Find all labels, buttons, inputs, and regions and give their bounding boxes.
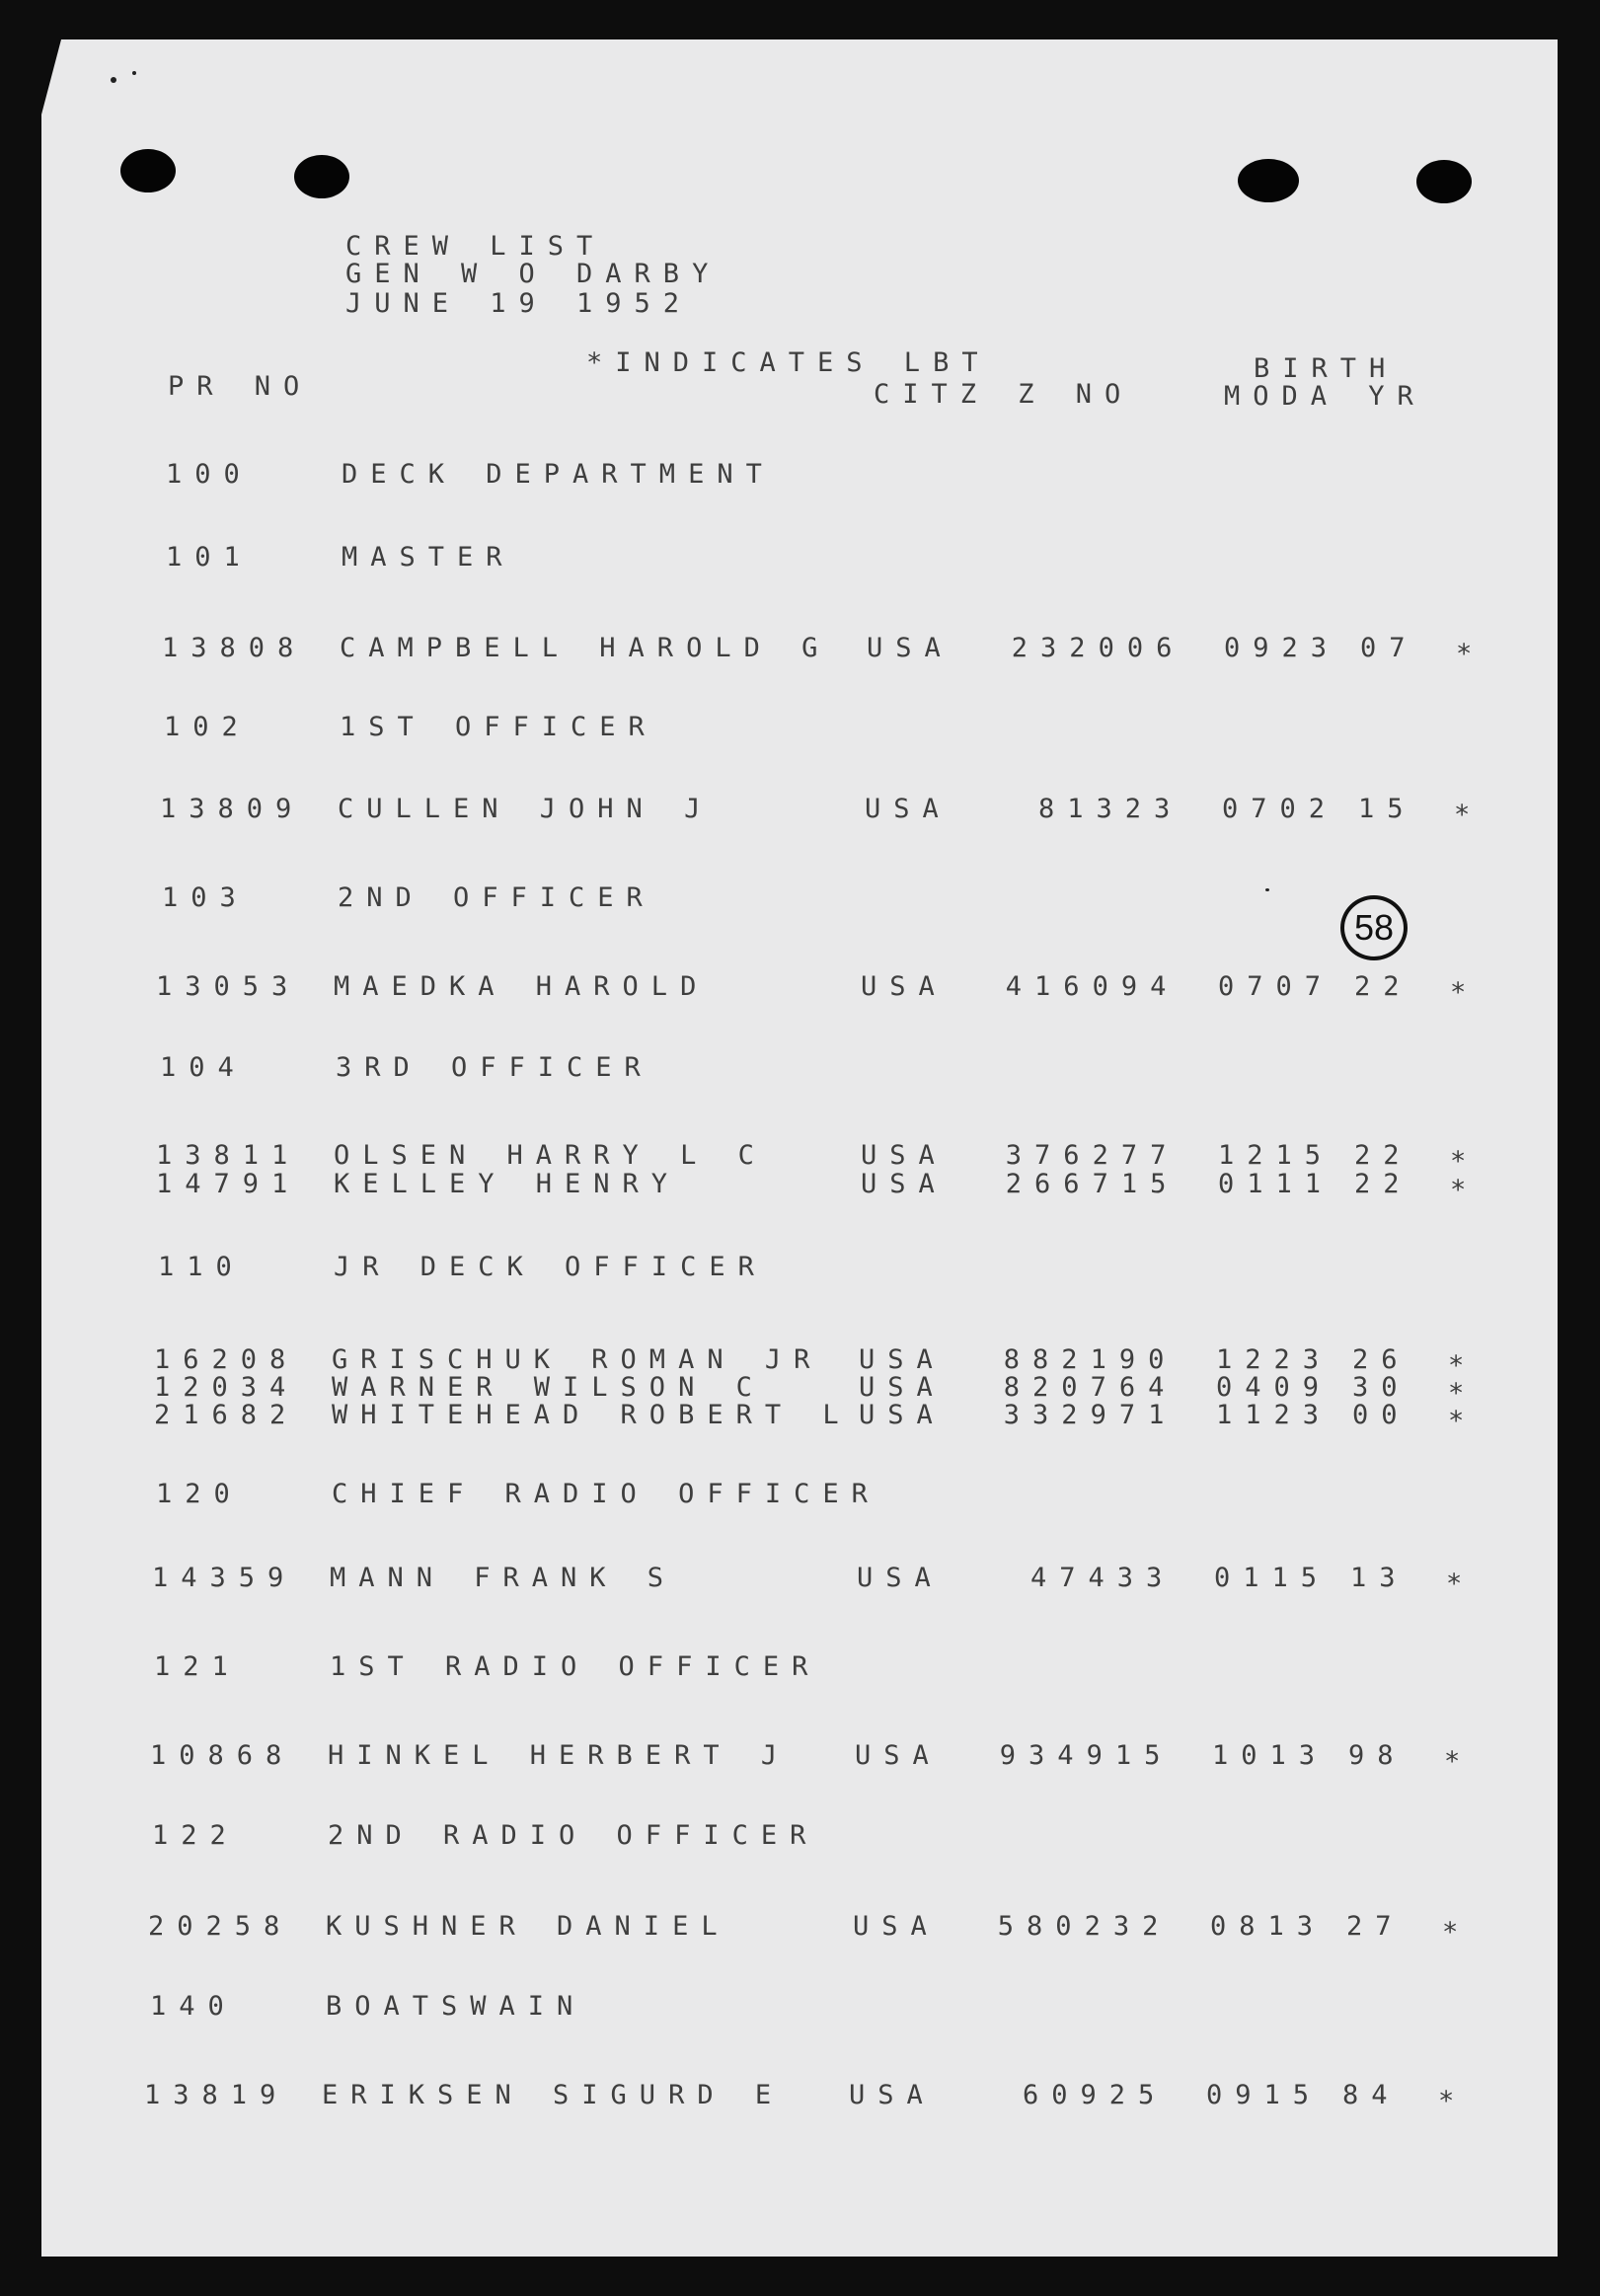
- section-code: 101: [166, 542, 253, 573]
- payroll-number: 21682: [154, 1400, 299, 1430]
- section-code: 121: [154, 1651, 241, 1682]
- col-pr-no: PR NO: [168, 371, 313, 402]
- punch-hole: [1238, 159, 1299, 202]
- section-code: 100: [166, 459, 253, 490]
- citizenship: USA: [867, 633, 953, 663]
- citizenship: USA: [859, 1372, 946, 1403]
- lbt-mark: *: [1448, 1378, 1478, 1409]
- citizenship: USA: [861, 1169, 948, 1199]
- birth-year: 30: [1352, 1372, 1410, 1403]
- payroll-number: 20258: [148, 1911, 293, 1942]
- payroll-number: 10868: [150, 1740, 295, 1771]
- birth-year: 07: [1360, 633, 1418, 663]
- lbt-mark: *: [1456, 639, 1486, 669]
- crew-name: WARNER WILSON C: [332, 1372, 765, 1403]
- birth-moda: 1223: [1216, 1344, 1333, 1375]
- crew-name: MANN FRANK S: [330, 1563, 677, 1593]
- section-code: 102: [164, 712, 251, 742]
- lbt-mark: *: [1450, 977, 1480, 1008]
- lbt-mark: *: [1446, 1569, 1476, 1599]
- crew-name: ERIKSEN SIGURD E: [322, 2080, 785, 2110]
- birth-moda: 0923: [1224, 633, 1340, 663]
- lbt-mark: *: [1444, 1746, 1474, 1777]
- birth-year: 22: [1354, 1169, 1412, 1199]
- section-code: 120: [156, 1479, 243, 1509]
- citizenship: USA: [853, 1911, 940, 1942]
- payroll-number: 14791: [156, 1169, 301, 1199]
- birth-year: 98: [1348, 1740, 1407, 1771]
- crew-name: KELLEY HENRY: [334, 1169, 681, 1199]
- payroll-number: 13811: [156, 1140, 301, 1171]
- section-title: 2ND OFFICER: [338, 882, 655, 913]
- page-number-stamp: 58: [1340, 895, 1408, 960]
- col-moda-yr: MODA YR: [1224, 381, 1426, 412]
- z-number: 266715: [1005, 1169, 1180, 1199]
- payroll-number: 13819: [144, 2080, 289, 2110]
- birth-moda: 0915: [1206, 2080, 1323, 2110]
- crew-name: OLSEN HARRY L C: [334, 1140, 767, 1171]
- citizenship: USA: [855, 1740, 942, 1771]
- birth-year: 00: [1352, 1400, 1410, 1430]
- birth-moda: 0111: [1218, 1169, 1334, 1199]
- crew-name: CULLEN JOHN J: [338, 794, 714, 824]
- section-title: DECK DEPARTMENT: [342, 459, 775, 490]
- lbt-mark: *: [1442, 1917, 1472, 1948]
- citizenship: USA: [857, 1563, 944, 1593]
- crew-name: GRISCHUK ROMAN JR: [332, 1344, 823, 1375]
- z-number: 60925: [1023, 2080, 1168, 2110]
- citizenship: USA: [859, 1344, 946, 1375]
- punch-hole: [120, 149, 176, 192]
- payroll-number: 16208: [154, 1344, 299, 1375]
- punch-hole: [1416, 160, 1472, 203]
- citizenship: USA: [861, 1140, 948, 1171]
- section-title: CHIEF RADIO OFFICER: [332, 1479, 880, 1509]
- section-code: 140: [150, 1991, 237, 2022]
- section-code: 104: [160, 1052, 247, 1083]
- payroll-number: 14359: [152, 1563, 297, 1593]
- birth-year: 15: [1358, 794, 1416, 824]
- section-title: 1ST RADIO OFFICER: [330, 1651, 821, 1682]
- birth-moda: 1215: [1218, 1140, 1334, 1171]
- birth-moda: 0409: [1216, 1372, 1333, 1403]
- birth-moda: 0813: [1210, 1911, 1327, 1942]
- z-number: 47433: [1030, 1563, 1176, 1593]
- section-title: JR DECK OFFICER: [334, 1252, 767, 1282]
- birth-year: 27: [1346, 1911, 1405, 1942]
- ink-speck: [132, 71, 136, 75]
- birth-year: 26: [1352, 1344, 1410, 1375]
- birth-moda: 0707: [1218, 971, 1334, 1002]
- z-number: 232006: [1011, 633, 1185, 663]
- section-code: 122: [152, 1820, 239, 1851]
- section-title: MASTER: [342, 542, 515, 573]
- payroll-number: 13809: [160, 794, 305, 824]
- section-title: BOATSWAIN: [326, 1991, 586, 2022]
- payroll-number: 12034: [154, 1372, 299, 1403]
- z-number: 934915: [999, 1740, 1174, 1771]
- z-number: 332971: [1003, 1400, 1178, 1430]
- section-title: 1ST OFFICER: [340, 712, 657, 742]
- z-number: 882190: [1003, 1344, 1178, 1375]
- col-birth: BIRTH: [1254, 353, 1399, 384]
- z-number: 416094: [1005, 971, 1180, 1002]
- birth-year: 13: [1350, 1563, 1409, 1593]
- birth-year: 22: [1354, 971, 1412, 1002]
- section-code: 110: [158, 1252, 245, 1282]
- col-indicates-lbt: *INDICATES LBT: [586, 347, 991, 378]
- lbt-mark: *: [1438, 2086, 1468, 2116]
- section-title: 2ND RADIO OFFICER: [328, 1820, 819, 1851]
- z-number: 81323: [1038, 794, 1183, 824]
- birth-moda: 1013: [1212, 1740, 1329, 1771]
- birth-moda: 1123: [1216, 1400, 1333, 1430]
- birth-year: 84: [1342, 2080, 1401, 2110]
- crew-name: CAMPBELL HAROLD G: [340, 633, 831, 663]
- payroll-number: 13053: [156, 971, 301, 1002]
- birth-moda: 0115: [1214, 1563, 1331, 1593]
- lbt-mark: *: [1450, 1146, 1480, 1177]
- birth-moda: 0702: [1222, 794, 1338, 824]
- section-title: 3RD OFFICER: [336, 1052, 653, 1083]
- crew-name: MAEDKA HAROLD: [334, 971, 710, 1002]
- lbt-mark: *: [1448, 1406, 1478, 1436]
- z-number: 580232: [997, 1911, 1172, 1942]
- lbt-mark: *: [1454, 800, 1484, 830]
- z-number: 376277: [1005, 1140, 1180, 1171]
- citizenship: USA: [849, 2080, 936, 2110]
- section-code: 103: [162, 882, 249, 913]
- lbt-mark: *: [1448, 1350, 1478, 1381]
- citizenship: USA: [859, 1400, 946, 1430]
- list-date: JUNE 19 1952: [345, 288, 693, 319]
- vessel-name: GEN W O DARBY: [345, 259, 722, 289]
- crew-name: KUSHNER DANIEL: [326, 1911, 730, 1942]
- payroll-number: 13808: [162, 633, 307, 663]
- citizenship: USA: [861, 971, 948, 1002]
- title-crew-list: CREW LIST: [345, 231, 606, 262]
- ink-speck: [111, 77, 116, 83]
- crew-name: WHITEHEAD ROBERT L: [332, 1400, 852, 1430]
- col-citz-z-no: CITZ Z NO: [874, 379, 1134, 410]
- punch-hole: [294, 155, 349, 198]
- z-number: 820764: [1003, 1372, 1178, 1403]
- lbt-mark: *: [1450, 1175, 1480, 1205]
- crew-name: HINKEL HERBERT J: [328, 1740, 791, 1771]
- citizenship: USA: [865, 794, 952, 824]
- ink-speck: [1265, 888, 1269, 891]
- birth-year: 22: [1354, 1140, 1412, 1171]
